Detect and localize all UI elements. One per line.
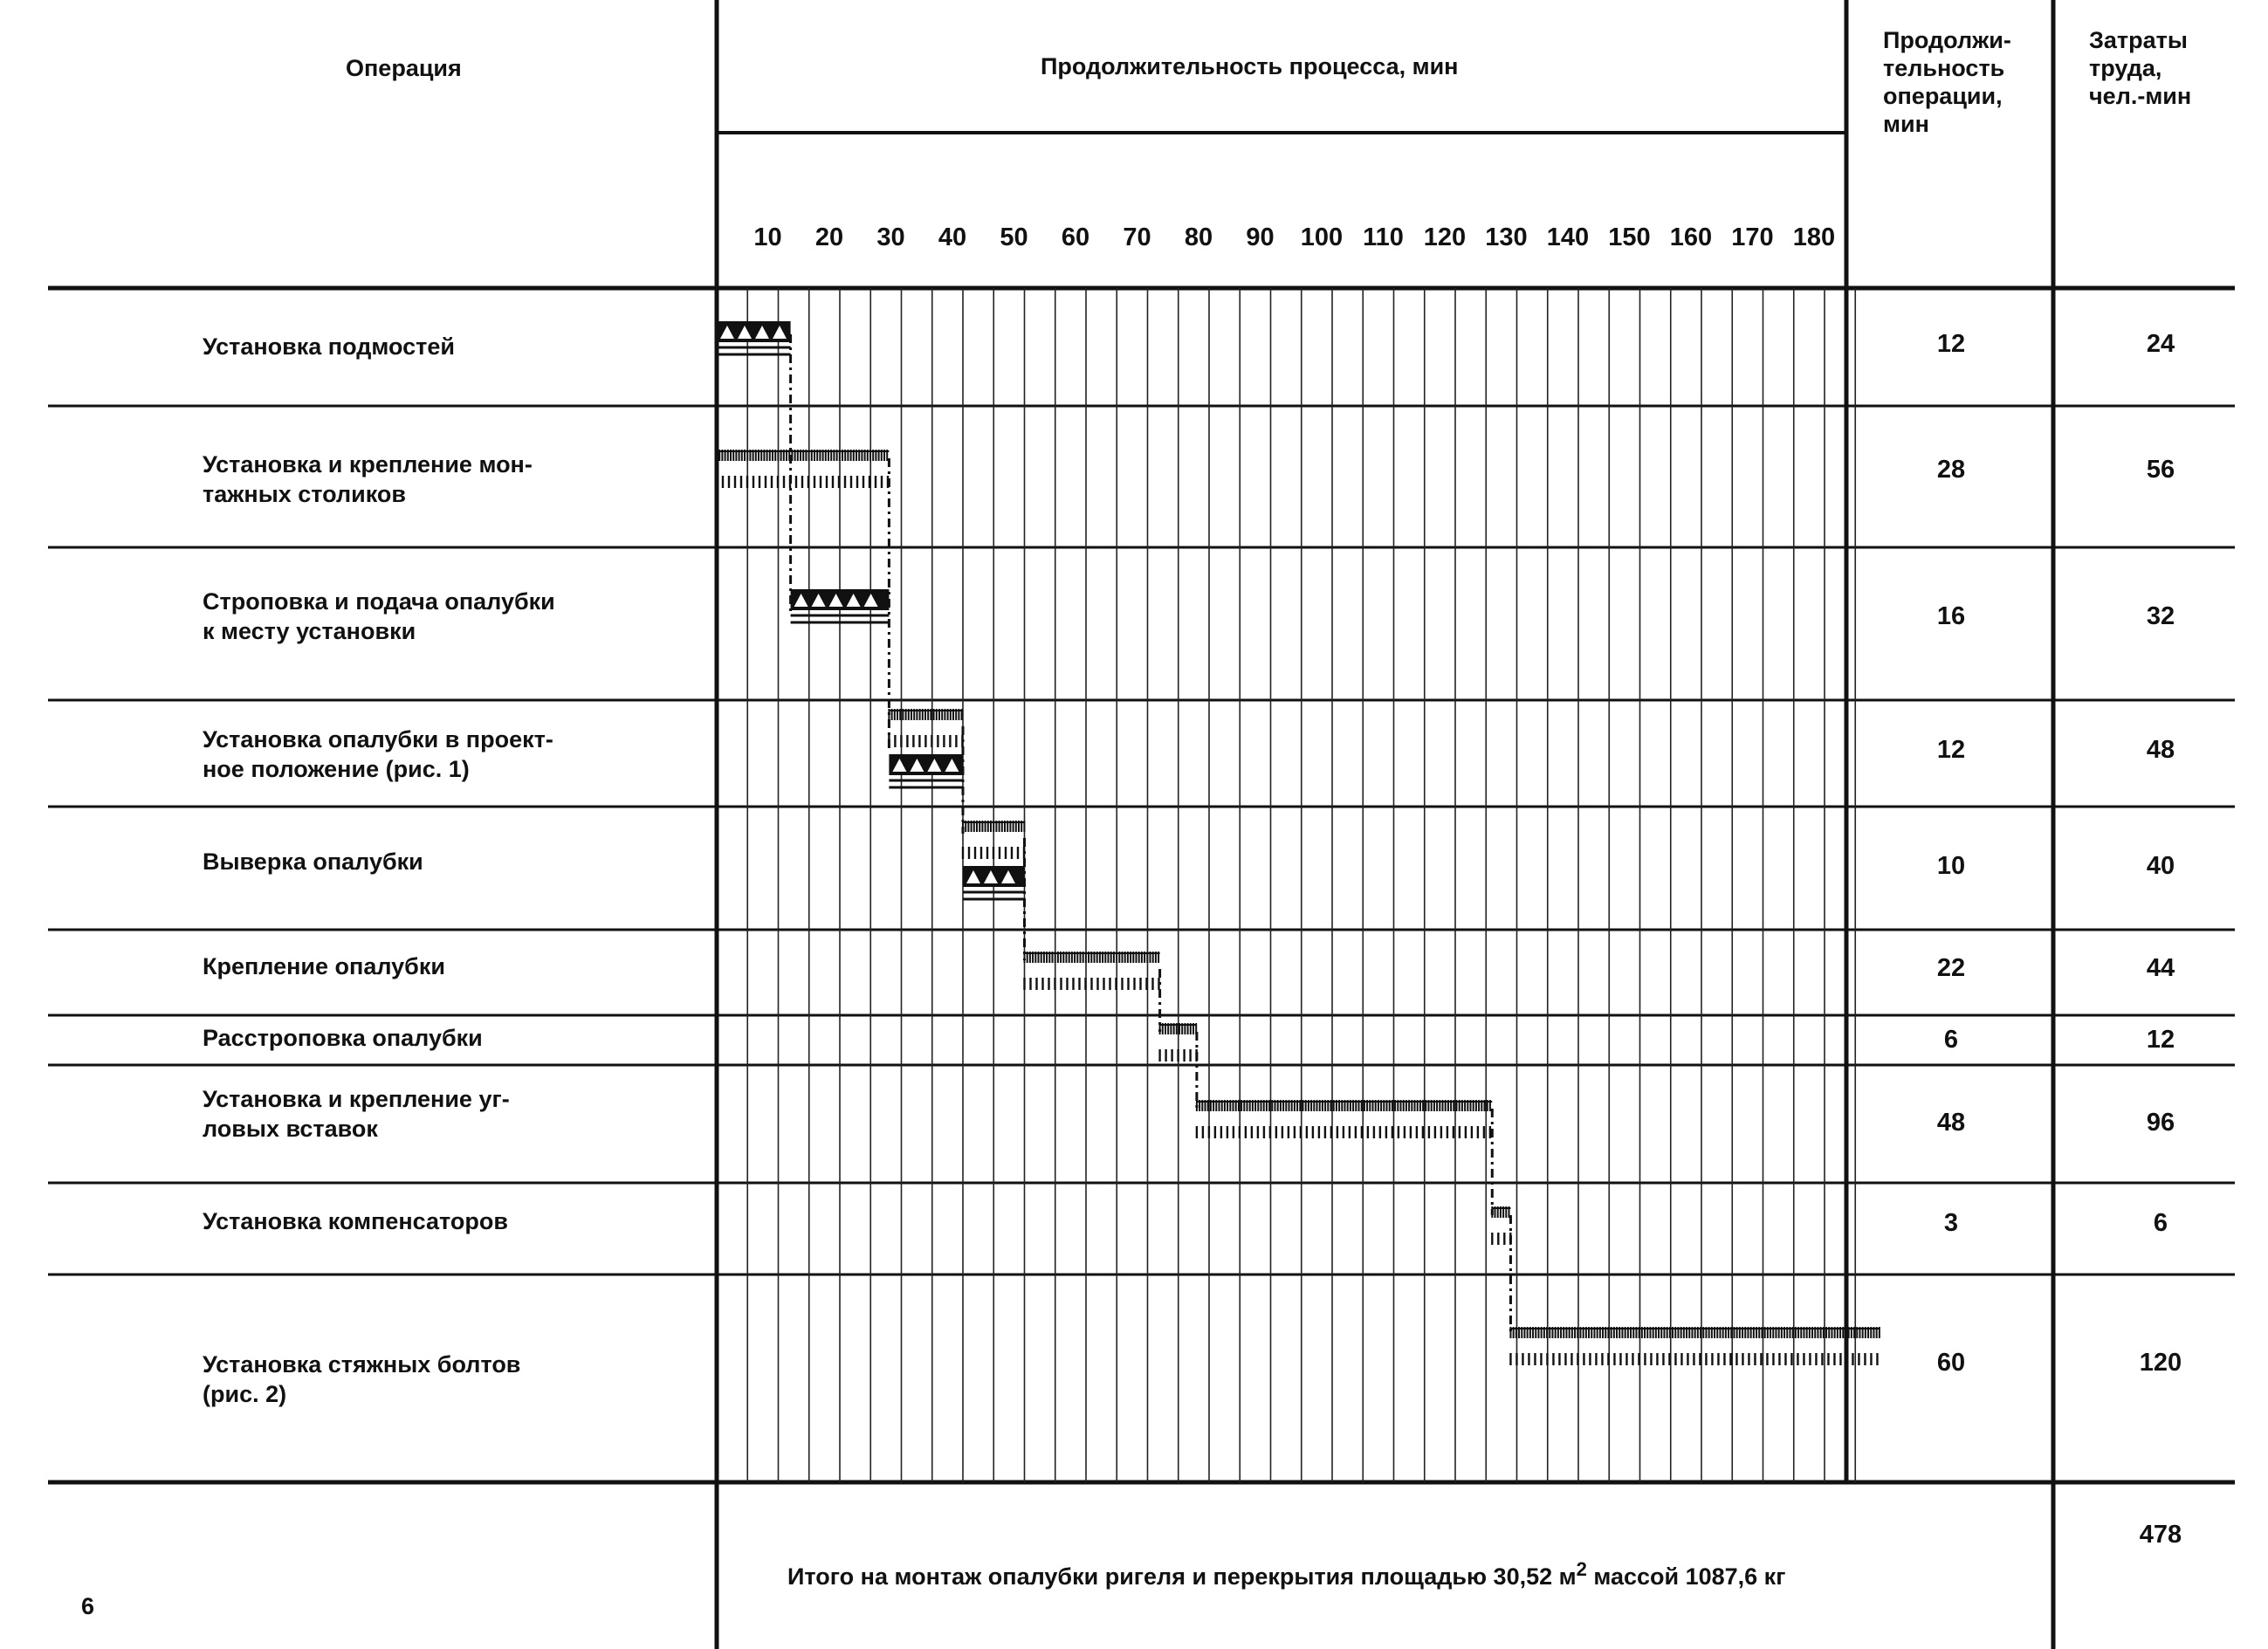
tick-label: 10 <box>753 223 782 251</box>
tick-label: 120 <box>1423 223 1467 251</box>
operation-name: Установка стяжных болтов (рис. 2) <box>203 1351 521 1407</box>
operation-duration: 3 <box>1943 1209 1959 1237</box>
labor-cost-header: Затраты труда, чел.-мин <box>2089 27 2192 109</box>
operation-labor: 32 <box>2146 602 2175 630</box>
operation-duration: 28 <box>1936 456 1966 484</box>
tick-label: 80 <box>1184 223 1213 251</box>
tick-label: 180 <box>1792 223 1836 251</box>
tick-label: 110 <box>1363 223 1404 251</box>
triangle-bar <box>791 589 890 610</box>
tick-label: 20 <box>814 223 844 251</box>
operation-name: Установка и крепление уг- ловых вставок <box>203 1086 510 1142</box>
operation-name: Крепление опалубки <box>203 953 445 979</box>
operation-name: Установка опалубки в проект- ное положение (рис. 1) <box>203 726 553 782</box>
tick-label: 140 <box>1546 223 1590 251</box>
area-unit-superscript: 2 <box>1576 1558 1587 1580</box>
operation-duration: 60 <box>1936 1349 1966 1377</box>
tick-label: 50 <box>1000 223 1028 251</box>
tick-label: 60 <box>1061 223 1090 251</box>
tick-label: 40 <box>938 223 967 251</box>
operation-duration: 22 <box>1936 954 1966 982</box>
operation-duration: 10 <box>1936 852 1966 880</box>
operation-duration: 12 <box>1936 330 1966 358</box>
operation-name: Выверка опалубки <box>203 849 423 875</box>
operation-name: Установка подмостей <box>203 333 455 360</box>
operation-duration-header: Продолжи- тельность операции, мин <box>1883 27 2011 137</box>
operation-header: Операция <box>346 55 462 81</box>
total-caption-mass: массой 1087,6 кг <box>1586 1563 1786 1590</box>
process-duration-header: Продолжительность процесса, мин <box>1041 53 1459 79</box>
operation-duration: 48 <box>1936 1109 1966 1137</box>
total-caption <box>787 1523 1785 1592</box>
operation-labor: 6 <box>2153 1209 2168 1237</box>
tick-label: 100 <box>1300 223 1344 251</box>
operation-labor: 120 <box>2139 1349 2182 1377</box>
operation-labor: 12 <box>2146 1026 2175 1054</box>
operation-duration: 6 <box>1943 1026 1959 1054</box>
operation-name: Установка компенсаторов <box>203 1208 508 1234</box>
tick-label: 150 <box>1608 223 1651 251</box>
total-labor: 478 <box>2139 1521 2182 1549</box>
operation-duration: 12 <box>1936 736 1966 764</box>
operation-duration: 16 <box>1936 602 1966 630</box>
total-caption-text: Итого на монтаж опалубки ригеля и перекрытия площадью 30,52 м <box>787 1563 1577 1590</box>
operation-labor: 44 <box>2146 954 2175 982</box>
tick-label: 90 <box>1246 223 1275 251</box>
operation-name: Расстроповка опалубки <box>203 1025 483 1051</box>
tick-label: 30 <box>876 223 905 251</box>
tick-label: 160 <box>1669 223 1713 251</box>
operation-labor: 40 <box>2146 852 2175 880</box>
operation-name: Установка и крепление мон- тажных столиков <box>203 451 533 507</box>
operation-labor: 96 <box>2146 1109 2175 1137</box>
tick-label: 130 <box>1485 223 1528 251</box>
operation-labor: 56 <box>2146 456 2175 484</box>
operation-labor: 48 <box>2146 736 2175 764</box>
tick-label: 170 <box>1731 223 1774 251</box>
operation-name: Строповка и подача опалубки к месту установки <box>203 588 555 644</box>
operation-labor: 24 <box>2146 330 2175 358</box>
tick-label: 70 <box>1123 223 1151 251</box>
page-number: 6 <box>81 1593 95 1619</box>
